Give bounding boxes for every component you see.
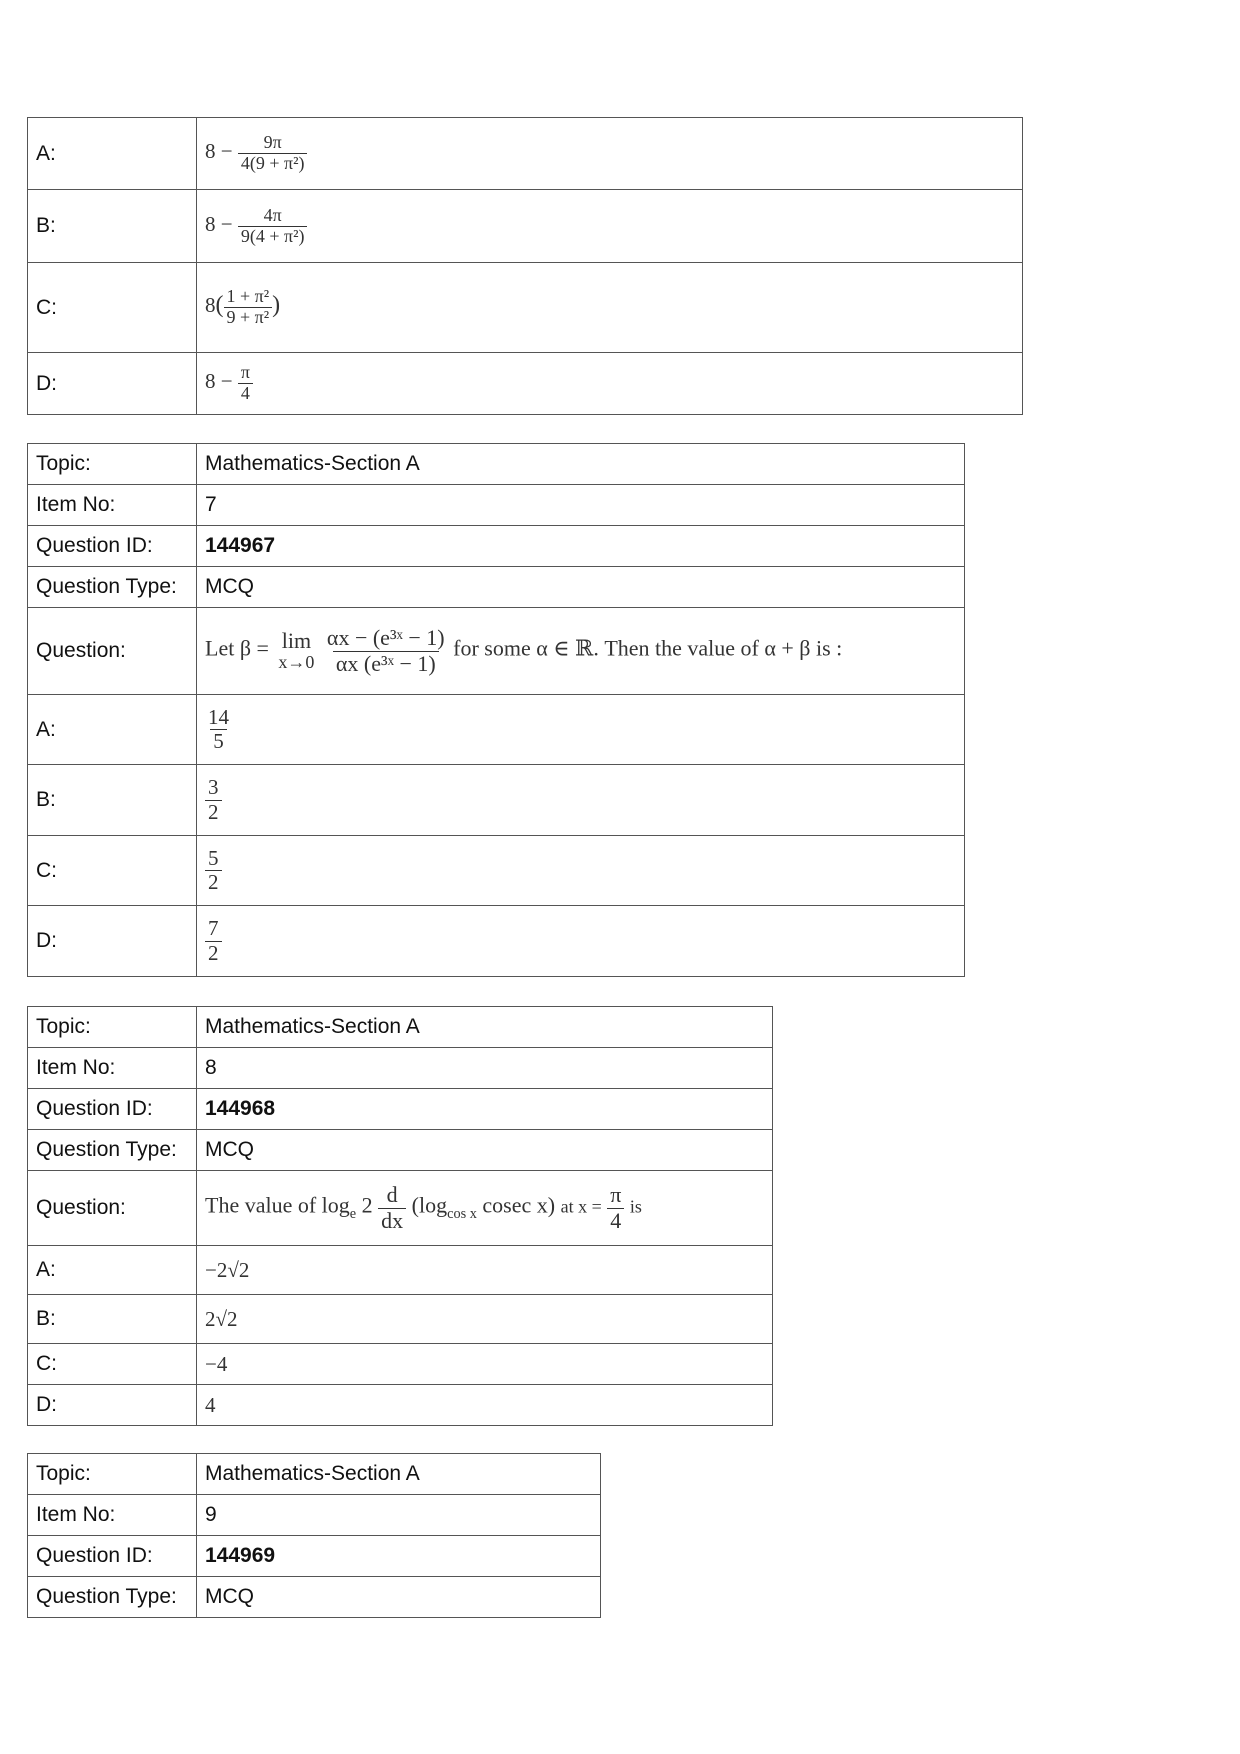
question-type-value: MCQ (197, 567, 965, 608)
option-c-fraction (224, 287, 273, 328)
question-label: Question: (28, 1171, 197, 1246)
limit-expr (278, 629, 314, 673)
topic-value: Mathematics-Section A (197, 1007, 773, 1048)
log-arg: 2 (361, 1193, 373, 1219)
option-b-num: 4π (263, 204, 282, 225)
option-c-value (197, 836, 965, 906)
option-a-label: A: (28, 118, 197, 190)
option-d-lead: 8 − (205, 369, 233, 394)
question-post: for some α ∈ ℝ. Then the value of α + β is : (453, 636, 843, 662)
x-den: 4 (607, 1208, 624, 1233)
derivative-op (378, 1183, 406, 1232)
option-d-num: 7 (208, 916, 219, 941)
option-c-num: 5 (208, 845, 219, 870)
question-text (197, 1171, 773, 1246)
question-text (197, 608, 965, 695)
option-d-value: 4 (197, 1385, 773, 1426)
topic-label: Topic: (28, 444, 197, 485)
question-pre: Let β = (205, 636, 269, 662)
is-text: is (629, 1197, 642, 1218)
options-table-prev (27, 117, 1023, 415)
option-b-label: B: (28, 765, 197, 836)
question-table-7 (27, 443, 965, 977)
option-b-den: 2 (205, 800, 222, 824)
question-id-label: Question ID: (28, 526, 197, 567)
option-d-den: 4 (238, 383, 253, 404)
question-type-label: Question Type: (28, 567, 197, 608)
option-c-den: 2 (205, 870, 222, 894)
option-d-fraction (205, 917, 222, 964)
option-c-value: 8( $\frac{\text{1 + π²}}{\text{9 + π²}}$ ) (197, 263, 1023, 353)
option-d-den: 2 (205, 941, 222, 965)
option-d-value (197, 353, 1023, 415)
question-id-value: 144969 (197, 1536, 601, 1577)
topic-value: Mathematics-Section A (197, 444, 965, 485)
option-a-den: 4(9 + π²) (238, 153, 308, 174)
x-value-fraction (607, 1183, 624, 1232)
option-b-value: 2√2 (197, 1295, 773, 1344)
option-c-value: −4 (197, 1344, 773, 1385)
question-pre: The value of log (205, 1193, 350, 1219)
option-c-label: C: (28, 1344, 197, 1385)
d-num: d (386, 1182, 398, 1208)
log-base: e (349, 1206, 357, 1223)
limit-fraction (324, 626, 448, 675)
limit-num: αx − (e³ˣ − 1) (326, 625, 445, 651)
option-b-den: 9(4 + π²) (238, 226, 308, 247)
option-c-fraction (205, 847, 222, 894)
question-table-8 (27, 1006, 773, 1426)
option-a-label: A: (28, 695, 197, 765)
item-no-label: Item No: (28, 1495, 197, 1536)
option-a-num: 9π (263, 132, 282, 153)
x-num: π (610, 1182, 622, 1208)
question-type-label: Question Type: (28, 1130, 197, 1171)
item-no-value: 9 (197, 1495, 601, 1536)
lim-sub: x→0 (278, 652, 315, 673)
d-den: dx (378, 1208, 406, 1233)
option-d-label: D: (28, 1385, 197, 1426)
question-type-value: MCQ (197, 1130, 773, 1171)
inner-log: (log (411, 1193, 448, 1219)
option-b-lead: 8 − (205, 211, 233, 236)
option-a-lead: 8 − (205, 139, 233, 164)
item-no-value: 7 (197, 485, 965, 526)
question-id-value: 144967 (197, 526, 965, 567)
option-b-value (197, 765, 965, 836)
inner-log-base: cos x (447, 1206, 477, 1223)
option-a-label: A: (28, 1246, 197, 1295)
question-id-label: Question ID: (28, 1089, 197, 1130)
at-text: at x = (560, 1197, 602, 1218)
option-d-fraction (238, 363, 253, 404)
question-type-value: MCQ (197, 1577, 601, 1618)
option-a-value: −2√2 (197, 1246, 773, 1295)
inner-log-arg: cosec x) (482, 1193, 556, 1219)
option-a-fraction (205, 706, 232, 753)
option-a-fraction (238, 133, 308, 174)
option-d-value (197, 906, 965, 977)
option-c-label: C: (28, 263, 197, 353)
option-c-label: C: (28, 836, 197, 906)
option-a-value (197, 118, 1023, 190)
topic-value: Mathematics-Section A (197, 1454, 601, 1495)
option-a-den: 5 (210, 729, 227, 753)
option-a-value (197, 695, 965, 765)
topic-label: Topic: (28, 1454, 197, 1495)
option-c-den: 9 + π² (224, 307, 273, 328)
question-table-9 (27, 1453, 601, 1618)
option-b-label: B: (28, 190, 197, 263)
option-d-label: D: (28, 906, 197, 977)
option-a-num: 14 (208, 704, 229, 729)
question-id-label: Question ID: (28, 1536, 197, 1577)
question-id-value: 144968 (197, 1089, 773, 1130)
option-d-label: D: (28, 353, 197, 415)
option-b-label: B: (28, 1295, 197, 1344)
option-d-num: π (240, 362, 250, 383)
question-type-label: Question Type: (28, 1577, 197, 1618)
item-no-value: 8 (197, 1048, 773, 1089)
option-c-num: 1 + π² (226, 286, 270, 307)
topic-label: Topic: (28, 1007, 197, 1048)
option-b-num: 3 (208, 775, 219, 800)
option-b-value (197, 190, 1023, 263)
item-no-label: Item No: (28, 1048, 197, 1089)
lim-word: lim (281, 628, 312, 654)
option-b-fraction (205, 776, 222, 823)
question-label: Question: (28, 608, 197, 695)
option-c-lead: 8 (205, 293, 216, 318)
item-no-label: Item No: (28, 485, 197, 526)
limit-den: αx (e³ˣ − 1) (333, 651, 439, 676)
option-b-fraction (238, 206, 308, 247)
